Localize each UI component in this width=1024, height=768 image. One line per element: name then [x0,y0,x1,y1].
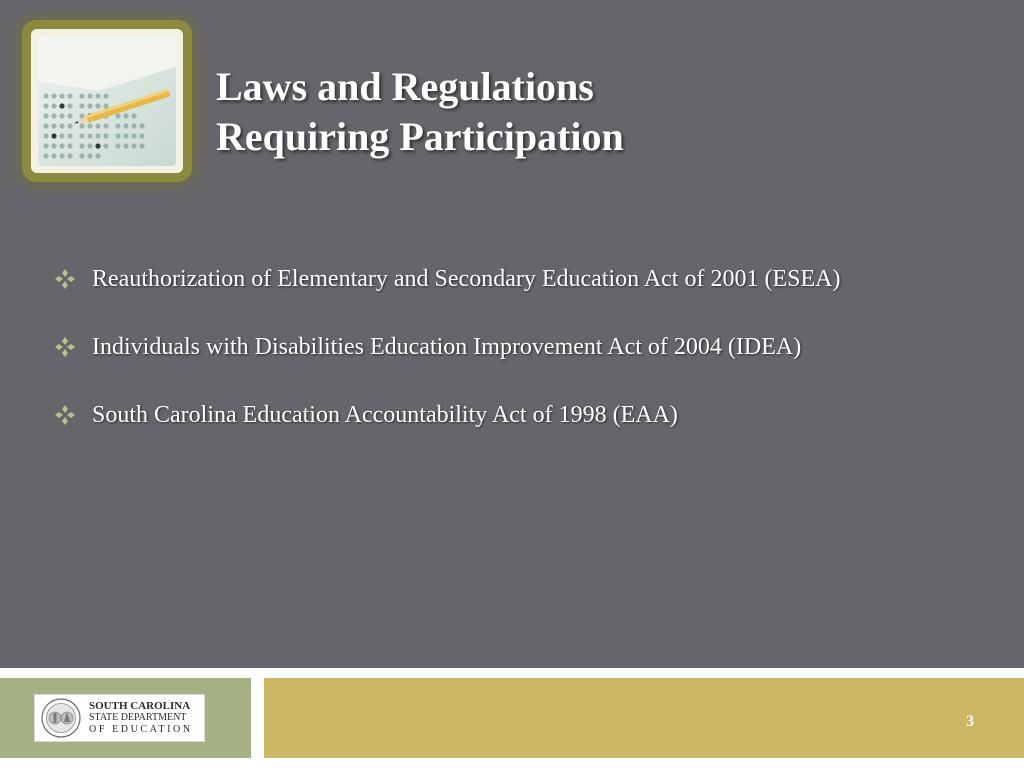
bullet-text: Individuals with Disabilities Education Improvement Act of 2004 (IDEA) [92,333,802,360]
bullet-item [54,398,840,432]
four-diamond-bullet-icon [54,336,76,358]
bullet-text: South Carolina Education Accountability Act of 1998 (EAA) [92,401,678,428]
page-number: 3 [966,713,974,730]
state-seal-icon [41,698,81,738]
slide-title-line-1: Laws and Regulations [216,64,594,109]
slide-image-frame [22,20,192,182]
logo-line-3: OF EDUCATION [89,724,193,735]
sc-education-logo [34,694,205,742]
answer-sheet-pencil-image [38,36,176,166]
four-diamond-bullet-icon [54,404,76,426]
bullet-text: Reauthorization of Elementary and Secondary Education Act of 2001 (ESEA) [92,265,841,292]
slide-title [216,62,624,162]
footer-right-panel [264,678,1024,758]
slide-title-line-2: Requiring Participation [216,114,624,159]
logo-line-1: SOUTH CAROLINA [89,700,191,712]
four-diamond-bullet-icon [54,268,76,290]
logo-line-2: STATE DEPARTMENT [89,712,187,723]
bullet-item [54,262,840,296]
footer-divider [0,668,1024,678]
bullet-item [54,330,840,364]
bullet-list [54,262,840,466]
